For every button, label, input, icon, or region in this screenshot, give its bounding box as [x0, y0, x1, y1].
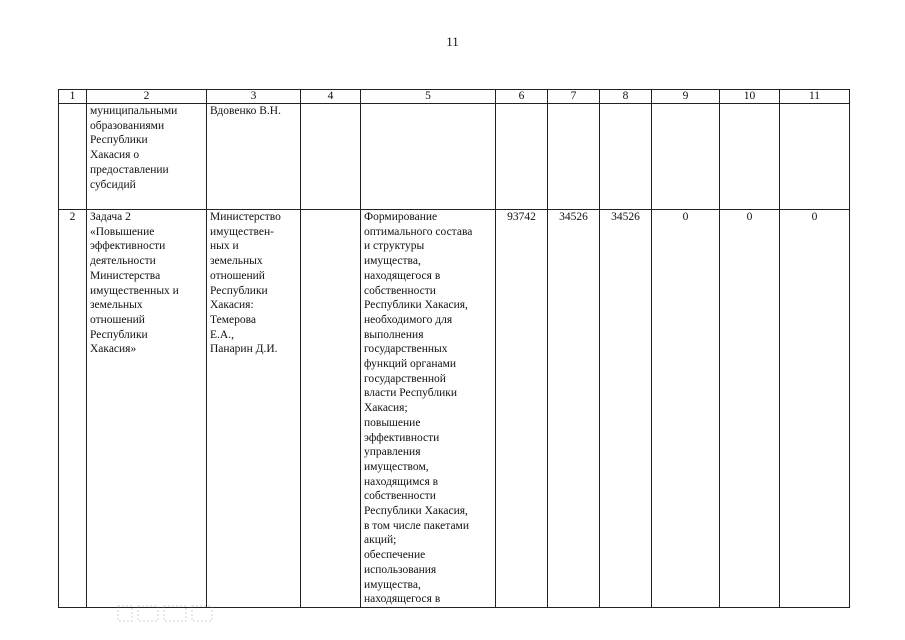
cell-text-line: муниципальными — [90, 105, 178, 117]
table-row — [59, 210, 850, 608]
header-cell: 1 — [59, 90, 87, 104]
cell-col-9: 0 — [652, 210, 720, 608]
cell-col-6 — [496, 104, 548, 210]
cell-col-5 — [361, 104, 496, 210]
cell-text-line: Хакасия о — [90, 149, 140, 162]
cell-text-line: отношений — [90, 313, 145, 326]
cell-text-line: Панарин Д.И. — [210, 343, 278, 356]
cell-col-5 — [361, 210, 496, 608]
cell-col-4 — [301, 210, 361, 608]
header-cell: 10 — [720, 90, 780, 104]
cell-text-line: находящегося в — [364, 593, 441, 606]
cell-text-line: деятельности — [90, 255, 156, 268]
cell-text-line: в том числе пакетами — [364, 519, 469, 532]
cell-text-line: необходимого для — [364, 313, 453, 326]
cell-text-line: эффективности — [90, 240, 166, 253]
table-row — [59, 104, 850, 210]
cell-col-11 — [780, 104, 850, 210]
cell-text-line: Республики Хакасия, — [364, 505, 468, 518]
cell-text-line: Хакасия» — [90, 343, 137, 356]
cell-text-line: Министерство — [210, 211, 281, 223]
cell-col-10 — [720, 104, 780, 210]
cell-col-3 — [207, 210, 301, 608]
cell-col-3 — [207, 104, 301, 210]
cell-text-line: отношений — [210, 269, 265, 282]
program-table — [58, 89, 850, 608]
cell-text-line: использования — [364, 563, 437, 576]
cell-col-8 — [600, 104, 652, 210]
cell-text-line: субсидий — [90, 178, 136, 191]
cell-text-line: находящегося в — [364, 269, 441, 282]
cell-text-line: находящимся в — [364, 475, 439, 488]
header-row — [59, 90, 850, 104]
cell-text-line: Республики Хакасия, — [364, 299, 468, 312]
cell-text-line: и структуры — [364, 240, 425, 253]
cell-col-1: 2 — [59, 210, 87, 608]
header-cell: 5 — [361, 90, 496, 104]
cell-text-line: собственности — [364, 490, 436, 503]
cell-col-7: 34526 — [548, 210, 600, 608]
header-cell: 6 — [496, 90, 548, 104]
cell-col-7 — [548, 104, 600, 210]
cell-col-2 — [87, 210, 207, 608]
cell-text-line: земельных — [210, 255, 263, 268]
cell-text-line: Хакасия; — [364, 402, 408, 415]
cell-text-line: государственных — [364, 343, 448, 356]
cell-text-line: имущества, — [364, 255, 421, 268]
cell-text-line: имущества, — [364, 578, 421, 591]
header-cell: 7 — [548, 90, 600, 104]
cell-text-line: функций органами — [364, 358, 457, 371]
cell-text-line: образованиями — [90, 119, 165, 132]
cell-text-line: «Повышение — [90, 225, 155, 238]
cell-text-line: ных и — [210, 240, 239, 253]
cell-text-line: собственности — [364, 284, 436, 297]
page-number: 11 — [446, 34, 459, 49]
cell-col-6: 93742 — [496, 210, 548, 608]
faded-stamp-mark — [116, 603, 214, 625]
cell-text-line: обеспечение — [364, 549, 426, 562]
cell-text-line: имущественных и — [90, 284, 179, 297]
cell-col-2 — [87, 104, 207, 210]
cell-text-line: предоставлении — [90, 163, 169, 176]
cell-text-line: управления — [364, 446, 421, 459]
cell-text-line: Задача 2 — [90, 211, 131, 223]
cell-col-10: 0 — [720, 210, 780, 608]
header-cell: 11 — [780, 90, 850, 104]
cell-text-line: Республики — [90, 328, 148, 341]
cell-text-line: власти Республики — [364, 387, 457, 400]
cell-text-line: Формирование — [364, 211, 438, 223]
cell-text-line: имуществом, — [364, 460, 429, 473]
cell-text-line: Республики — [90, 134, 148, 147]
cell-text-line: имуществен- — [210, 225, 275, 238]
cell-text-line: Е.А., — [210, 328, 234, 341]
cell-text-line: Республики — [210, 284, 268, 297]
cell-text-line: Хакасия: — [210, 299, 254, 312]
cell-text-line: эффективности — [364, 431, 440, 444]
cell-col-1 — [59, 104, 87, 210]
header-cell: 4 — [301, 90, 361, 104]
cell-text-line: оптимального состава — [364, 225, 473, 238]
cell-text-line: выполнения — [364, 328, 424, 341]
header-cell: 2 — [87, 90, 207, 104]
cell-col-9 — [652, 104, 720, 210]
cell-text-line: Вдовенко В.Н. — [210, 105, 281, 117]
cell-text-line: повышение — [364, 416, 421, 429]
header-cell: 8 — [600, 90, 652, 104]
header-cell: 3 — [207, 90, 301, 104]
header-cell: 9 — [652, 90, 720, 104]
cell-text-line: Министерства — [90, 269, 161, 282]
cell-col-4 — [301, 104, 361, 210]
cell-text-line: Темерова — [210, 313, 256, 326]
cell-col-8: 34526 — [600, 210, 652, 608]
cell-text-line: земельных — [90, 299, 143, 312]
cell-text-line: государственной — [364, 372, 446, 385]
cell-text-line: акций; — [364, 534, 397, 547]
cell-col-11: 0 — [780, 210, 850, 608]
